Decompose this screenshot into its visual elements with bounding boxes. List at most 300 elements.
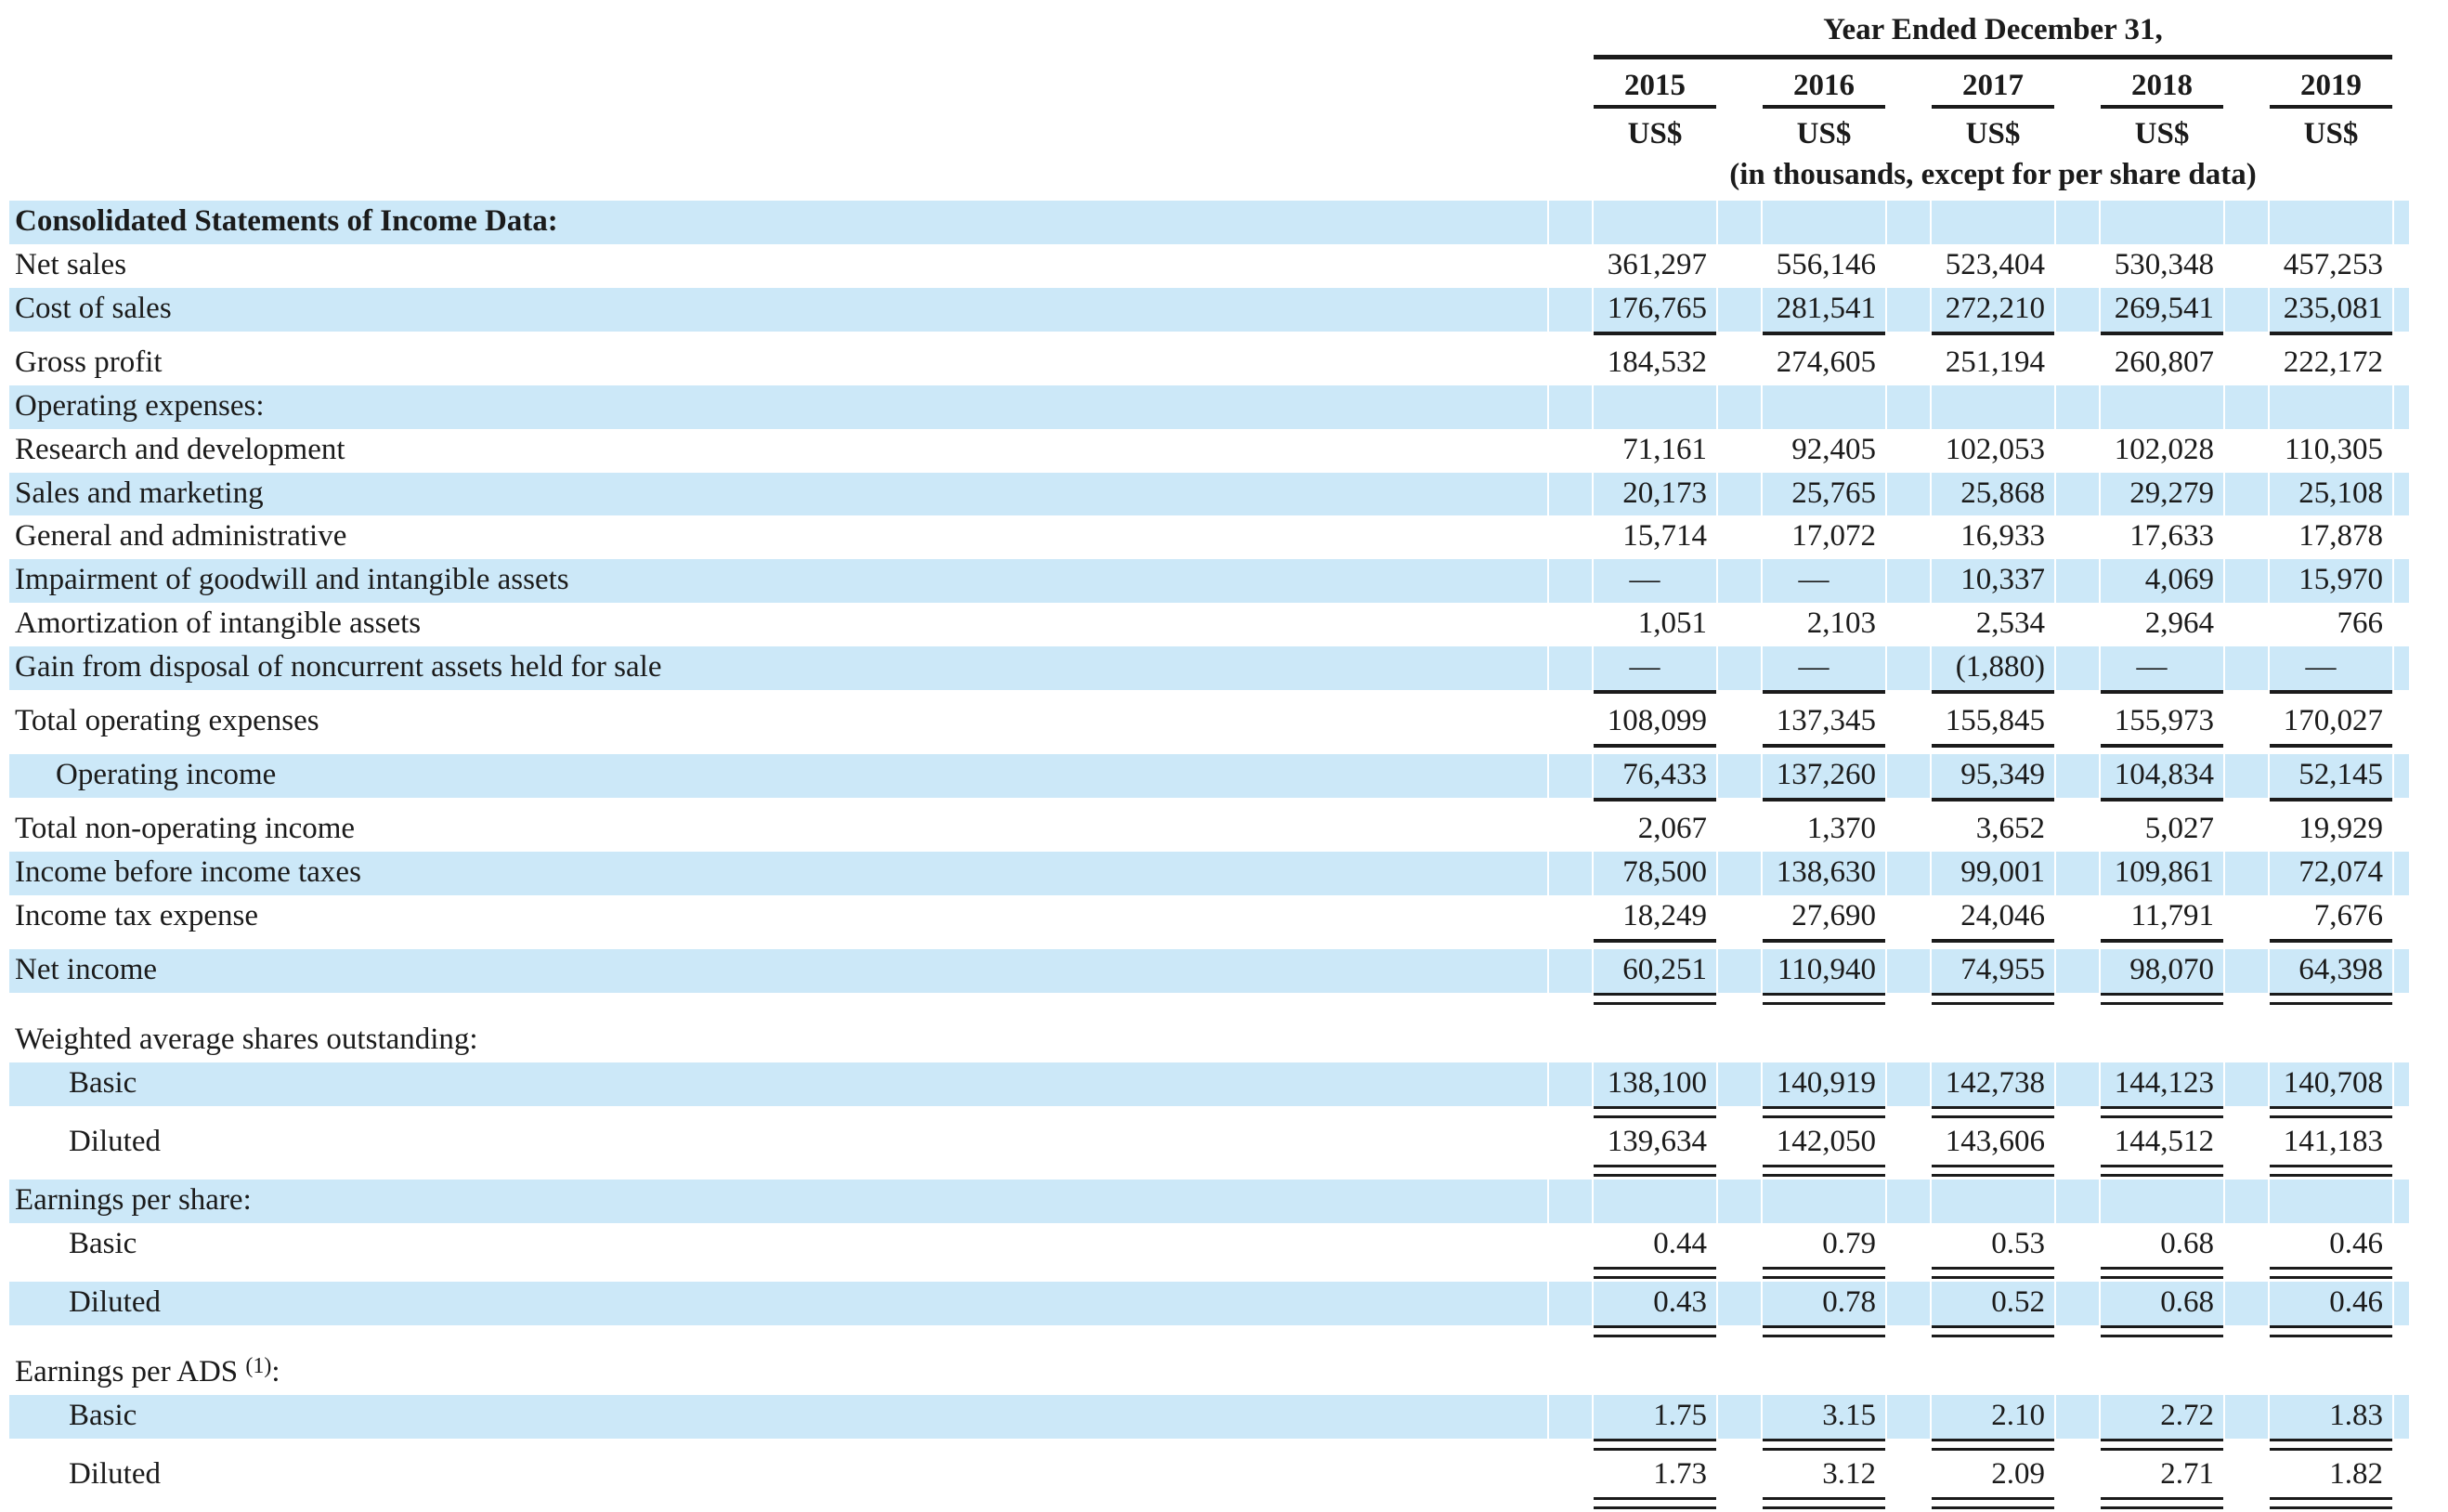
column-gap — [1549, 201, 1592, 244]
column-gap — [1549, 949, 1592, 993]
single-rule-line — [2101, 939, 2223, 949]
cell-value: 52,145 — [2270, 754, 2392, 798]
double-rule-line — [1594, 1325, 1716, 1337]
column-gap — [1549, 993, 1592, 1008]
rule-cell — [2270, 690, 2392, 700]
column-gap — [1549, 1062, 1592, 1106]
cell-value: — — [1763, 559, 1885, 603]
row-end-gap — [2394, 1106, 2409, 1121]
column-gap — [2056, 473, 2099, 516]
cell-value — [1594, 1340, 1716, 1395]
column-gap — [2056, 244, 2099, 288]
cell-value: 1.83 — [2270, 1395, 2392, 1439]
column-gap — [1887, 473, 1930, 516]
table-row — [9, 473, 2409, 516]
column-gap — [1549, 342, 1592, 385]
column-gap — [2225, 852, 2268, 895]
column-gap — [2225, 808, 2268, 852]
rule-row-label-spacer — [9, 1267, 1547, 1282]
column-gap — [1887, 342, 1930, 385]
column-gap — [1718, 1106, 1761, 1121]
column-gap — [1887, 939, 1930, 949]
cell-value — [2101, 1180, 2223, 1223]
single-rule-line — [2101, 798, 2223, 808]
double-rule-line — [1594, 1267, 1716, 1279]
cell-value: 64,398 — [2270, 949, 2392, 993]
cell-value: 2.71 — [2160, 1456, 2214, 1491]
column-gap — [1718, 1439, 1761, 1453]
column-gap — [2056, 1340, 2099, 1395]
column-gap — [2225, 939, 2268, 949]
row-label: Sales and marketing — [9, 473, 1547, 516]
cell-value: 29,279 — [2101, 473, 2223, 516]
rule-cell — [1932, 993, 2054, 1008]
row-end-gap — [2394, 1121, 2409, 1165]
column-gap — [1718, 1395, 1761, 1439]
column-gap — [1718, 646, 1761, 690]
table-row — [9, 342, 2409, 385]
cell-value — [1594, 201, 1716, 244]
table-row — [9, 754, 2409, 798]
cell-value: 102,028 — [2114, 432, 2214, 466]
column-gap — [2056, 1497, 2099, 1512]
cell-value: 15,970 — [2270, 559, 2392, 603]
rule-row-label-spacer — [9, 690, 1547, 700]
double-rule-line — [1594, 1106, 1716, 1118]
cell-value: 138,630 — [1763, 852, 1885, 895]
header-spacer — [9, 153, 1547, 201]
rule-cell — [2101, 1106, 2223, 1121]
row-label: Income tax expense — [15, 899, 259, 933]
column-gap — [1718, 1453, 1761, 1497]
rule-cell — [1763, 1267, 1885, 1282]
column-gap — [1887, 808, 1930, 852]
rule-cell — [1763, 939, 1885, 949]
double-rule-line — [1763, 1439, 1885, 1451]
cell-value: 71,161 — [1622, 432, 1707, 466]
column-gap — [2056, 385, 2099, 429]
single-rule-line — [2101, 690, 2223, 700]
double-rule-line — [1594, 1497, 1716, 1509]
single-rule-line — [2101, 744, 2223, 754]
table-row — [9, 515, 2409, 559]
header-gap — [2056, 109, 2099, 153]
header-spacer — [9, 109, 1547, 153]
cell-value: 2.10 — [1932, 1395, 2054, 1439]
column-gap — [2056, 1180, 2099, 1223]
row-end-gap — [2394, 798, 2409, 808]
cell-value — [1594, 385, 1716, 429]
column-gap — [1887, 895, 1930, 939]
year-2018: 2018 — [2101, 59, 2223, 109]
row-end-gap — [2394, 201, 2409, 244]
column-gap — [2225, 754, 2268, 798]
cell-value: 3.12 — [1822, 1456, 1876, 1491]
row-label: Cost of sales — [9, 288, 1547, 332]
row-end-gap — [2394, 1180, 2409, 1223]
column-gap — [2225, 1267, 2268, 1282]
double-rule-line — [2101, 1267, 2223, 1279]
column-gap — [1549, 939, 1592, 949]
row-label: Basic — [69, 1226, 137, 1260]
header-gap — [1718, 59, 1761, 109]
row-label: Research and development — [15, 432, 345, 466]
column-gap — [1718, 385, 1761, 429]
single-rule-line — [2270, 332, 2392, 342]
column-gap — [1549, 1180, 1592, 1223]
cell-value: 1,370 — [1806, 812, 1876, 846]
rule-cell — [2270, 1106, 2392, 1121]
double-rule-line — [2101, 993, 2223, 1005]
header-gap — [2394, 109, 2409, 153]
column-gap — [1549, 700, 1592, 744]
header-gap — [2394, 4, 2409, 59]
table-row — [9, 1395, 2409, 1439]
table-row — [9, 201, 2409, 244]
column-gap — [2225, 1340, 2268, 1395]
column-gap — [1887, 332, 1930, 342]
column-gap — [2056, 798, 2099, 808]
header-gap — [1887, 59, 1930, 109]
column-gap — [2225, 342, 2268, 385]
column-gap — [1718, 993, 1761, 1008]
row-label: Income before income taxes — [9, 852, 1547, 895]
cell-value: 766 — [2337, 606, 2383, 641]
rule-row-label-spacer — [9, 1439, 1547, 1453]
cell-value: 137,345 — [1776, 704, 1876, 738]
rule-cell — [2270, 1325, 2392, 1340]
row-end-gap — [2394, 385, 2409, 429]
cell-value — [2101, 385, 2223, 429]
rule-cell — [2101, 993, 2223, 1008]
row-end-gap — [2394, 1267, 2409, 1282]
column-gap — [1718, 1497, 1761, 1512]
column-gap — [1718, 515, 1761, 559]
column-gap — [1887, 559, 1930, 603]
column-gap — [1549, 1282, 1592, 1325]
row-end-gap — [2394, 1062, 2409, 1106]
cell-value: 251,194 — [1945, 345, 2045, 379]
column-gap — [1718, 603, 1761, 646]
single-rule-line — [2270, 690, 2392, 700]
row-end-gap — [2394, 1395, 2409, 1439]
cell-value: 76,433 — [1594, 754, 1716, 798]
rule-cell — [2101, 1267, 2223, 1282]
column-gap — [2225, 690, 2268, 700]
column-gap — [1718, 473, 1761, 516]
cell-value: 2.72 — [2101, 1395, 2223, 1439]
column-gap — [1549, 288, 1592, 332]
table-row — [9, 949, 2409, 993]
header-gap — [1549, 109, 1592, 153]
single-rule-line — [1932, 690, 2054, 700]
row-end-gap — [2394, 429, 2409, 473]
double-rule-row — [9, 1325, 2409, 1340]
double-rule-line — [2270, 1497, 2392, 1509]
column-gap — [2225, 1121, 2268, 1165]
column-gap — [1887, 1340, 1930, 1395]
column-gap — [2056, 895, 2099, 939]
column-gap — [2225, 473, 2268, 516]
rule-cell — [1763, 332, 1885, 342]
row-label: Net income — [9, 949, 1547, 993]
column-gap — [1549, 1165, 1592, 1180]
cell-value: 17,633 — [2129, 519, 2214, 554]
cell-value: 72,074 — [2270, 852, 2392, 895]
rule-row-label-spacer — [9, 1165, 1547, 1180]
cell-value: 25,868 — [1932, 473, 2054, 516]
row-end-gap — [2394, 993, 2409, 1008]
row-label: Amortization of intangible assets — [15, 606, 422, 641]
single-rule-line — [2270, 744, 2392, 754]
cell-value: — — [1763, 646, 1885, 690]
rule-cell — [1763, 744, 1885, 754]
column-gap — [1718, 939, 1761, 949]
cell-value — [1932, 1180, 2054, 1223]
rule-cell — [2270, 798, 2392, 808]
row-label: Total operating expenses — [15, 704, 319, 738]
column-gap — [1887, 949, 1930, 993]
cell-value: 530,348 — [2114, 247, 2214, 281]
column-gap — [1549, 1439, 1592, 1453]
table-row — [9, 1453, 2409, 1497]
cell-value: 235,081 — [2270, 288, 2392, 332]
column-gap — [2056, 1282, 2099, 1325]
rule-cell — [1763, 690, 1885, 700]
double-rule-line — [1594, 1165, 1716, 1177]
rule-cell — [1763, 1165, 1885, 1180]
row-end-gap — [2394, 342, 2409, 385]
row-end-gap — [2394, 1282, 2409, 1325]
cell-value: 184,532 — [1607, 345, 1707, 379]
cell-value: 7,676 — [2313, 899, 2383, 933]
column-gap — [1887, 515, 1930, 559]
cell-value: 142,050 — [1776, 1124, 1876, 1158]
column-gap — [2056, 201, 2099, 244]
rule-cell — [1932, 690, 2054, 700]
double-rule-line — [2270, 1325, 2392, 1337]
cell-value: 281,541 — [1763, 288, 1885, 332]
column-gap — [2056, 700, 2099, 744]
cell-value: 144,512 — [2114, 1124, 2214, 1158]
cell-value: 25,108 — [2270, 473, 2392, 516]
rule-cell — [2101, 690, 2223, 700]
table-row — [9, 1223, 2409, 1267]
rule-cell — [2101, 1439, 2223, 1453]
column-gap — [1549, 385, 1592, 429]
column-gap — [2056, 559, 2099, 603]
cell-value: 0.44 — [1653, 1226, 1707, 1260]
row-end-gap — [2394, 244, 2409, 288]
cell-value — [2101, 201, 2223, 244]
column-gap — [2225, 993, 2268, 1008]
row-end-gap — [2394, 744, 2409, 754]
column-gap — [1549, 895, 1592, 939]
row-label: Operating expenses: — [9, 385, 1547, 429]
rule-cell — [2101, 939, 2223, 949]
column-gap — [1549, 1453, 1592, 1497]
cell-value: 137,260 — [1763, 754, 1885, 798]
column-gap — [1549, 332, 1592, 342]
column-gap — [1887, 1062, 1930, 1106]
table-row — [9, 700, 2409, 744]
header-gap — [1887, 109, 1930, 153]
column-gap — [2056, 852, 2099, 895]
double-rule-line — [1763, 1106, 1885, 1118]
column-gap — [1549, 603, 1592, 646]
row-end-gap — [2394, 1165, 2409, 1180]
rule-cell — [2101, 332, 2223, 342]
table-row — [9, 244, 2409, 288]
table-row — [9, 385, 2409, 429]
cell-value: 74,955 — [1932, 949, 2054, 993]
cell-value — [2270, 201, 2392, 244]
row-label: Net sales — [15, 247, 127, 281]
year-2017: 2017 — [1932, 59, 2054, 109]
cell-value: 523,404 — [1945, 247, 2045, 281]
single-rule-row — [9, 744, 2409, 754]
column-gap — [2225, 603, 2268, 646]
rule-row-label-spacer — [9, 332, 1547, 342]
cell-value: 110,305 — [2284, 432, 2383, 466]
column-gap — [2225, 949, 2268, 993]
rule-cell — [1932, 332, 2054, 342]
column-gap — [1718, 244, 1761, 288]
cell-value: 109,861 — [2101, 852, 2223, 895]
double-rule-line — [1763, 1267, 1885, 1279]
column-gap — [2225, 1223, 2268, 1267]
column-gap — [1887, 1497, 1930, 1512]
column-gap — [1887, 993, 1930, 1008]
cell-value — [1594, 1180, 1716, 1223]
row-label: Diluted — [69, 1456, 161, 1491]
cell-value: 1.82 — [2329, 1456, 2383, 1491]
column-gap — [2225, 798, 2268, 808]
column-gap — [2056, 1223, 2099, 1267]
cell-value — [1594, 1008, 1716, 1062]
column-gap — [1887, 201, 1930, 244]
double-rule-line — [2101, 1439, 2223, 1451]
single-rule-row — [9, 690, 2409, 700]
rule-cell — [1932, 1165, 2054, 1180]
column-gap — [1549, 515, 1592, 559]
rule-cell — [1932, 1325, 2054, 1340]
cell-value — [1932, 1008, 2054, 1062]
double-rule-line — [2101, 1106, 2223, 1118]
rule-row-label-spacer — [9, 993, 1547, 1008]
cell-value: 139,634 — [1607, 1124, 1707, 1158]
column-gap — [1718, 332, 1761, 342]
column-gap — [1549, 473, 1592, 516]
column-gap — [2056, 1008, 2099, 1062]
row-end-gap — [2394, 603, 2409, 646]
double-rule-line — [1932, 1325, 2054, 1337]
column-gap — [2056, 603, 2099, 646]
column-gap — [1718, 288, 1761, 332]
cell-value: 2,534 — [1975, 606, 2045, 641]
column-gap — [1718, 1062, 1761, 1106]
column-gap — [2056, 515, 2099, 559]
row-end-gap — [2394, 332, 2409, 342]
row-end-gap — [2394, 949, 2409, 993]
double-rule-line — [2101, 1165, 2223, 1177]
rule-cell — [2270, 1267, 2392, 1282]
rule-row-label-spacer — [9, 1106, 1547, 1121]
row-end-gap — [2394, 939, 2409, 949]
double-rule-line — [1763, 1497, 1885, 1509]
rule-cell — [1932, 1106, 2054, 1121]
single-rule-line — [1594, 939, 1716, 949]
cell-value: 3.15 — [1763, 1395, 1885, 1439]
row-label: Diluted — [9, 1282, 1547, 1325]
rule-cell — [1594, 993, 1716, 1008]
cell-value: 3,652 — [1975, 812, 2045, 846]
double-rule-row — [9, 1497, 2409, 1512]
single-rule-row — [9, 332, 2409, 342]
column-gap — [2056, 1325, 2099, 1340]
column-gap — [2225, 1062, 2268, 1106]
column-gap — [1718, 1223, 1761, 1267]
column-gap — [1549, 1340, 1592, 1395]
cell-value: 102,053 — [1945, 432, 2045, 466]
single-rule-line — [1594, 332, 1716, 342]
column-gap — [1718, 1325, 1761, 1340]
cell-value — [1763, 385, 1885, 429]
cell-value: 0.46 — [2329, 1226, 2383, 1260]
column-gap — [1887, 1453, 1930, 1497]
column-gap — [1887, 754, 1930, 798]
column-gap — [1718, 744, 1761, 754]
column-gap — [1549, 744, 1592, 754]
cell-value: 0.79 — [1822, 1226, 1876, 1260]
column-gap — [1718, 1008, 1761, 1062]
rule-cell — [1763, 1439, 1885, 1453]
column-gap — [2225, 1395, 2268, 1439]
column-gap — [2056, 646, 2099, 690]
row-end-gap — [2394, 1223, 2409, 1267]
column-gap — [1887, 744, 1930, 754]
rule-row-label-spacer — [9, 744, 1547, 754]
column-gap — [1549, 690, 1592, 700]
rule-row-label-spacer — [9, 939, 1547, 949]
cell-value — [1763, 1180, 1885, 1223]
double-rule-line — [1594, 1439, 1716, 1451]
cell-value: 20,173 — [1594, 473, 1716, 516]
row-end-gap — [2394, 1008, 2409, 1062]
currency-label: US$ — [2134, 116, 2190, 150]
single-rule-line — [1763, 744, 1885, 754]
rule-cell — [2270, 1439, 2392, 1453]
column-gap — [2056, 993, 2099, 1008]
cell-value — [1763, 201, 1885, 244]
column-gap — [1718, 700, 1761, 744]
cell-value: 24,046 — [1960, 899, 2045, 933]
rule-cell — [1932, 798, 2054, 808]
rule-cell — [1932, 939, 2054, 949]
column-gap — [1887, 288, 1930, 332]
rule-cell — [1594, 939, 1716, 949]
column-gap — [2225, 385, 2268, 429]
column-gap — [2225, 895, 2268, 939]
row-end-gap — [2394, 1325, 2409, 1340]
table-row — [9, 852, 2409, 895]
cell-value — [2101, 1008, 2223, 1062]
double-rule-row — [9, 1106, 2409, 1121]
table-row — [9, 1062, 2409, 1106]
cell-value: 25,765 — [1763, 473, 1885, 516]
cell-value: 144,123 — [2101, 1062, 2223, 1106]
double-rule-line — [2270, 1106, 2392, 1118]
